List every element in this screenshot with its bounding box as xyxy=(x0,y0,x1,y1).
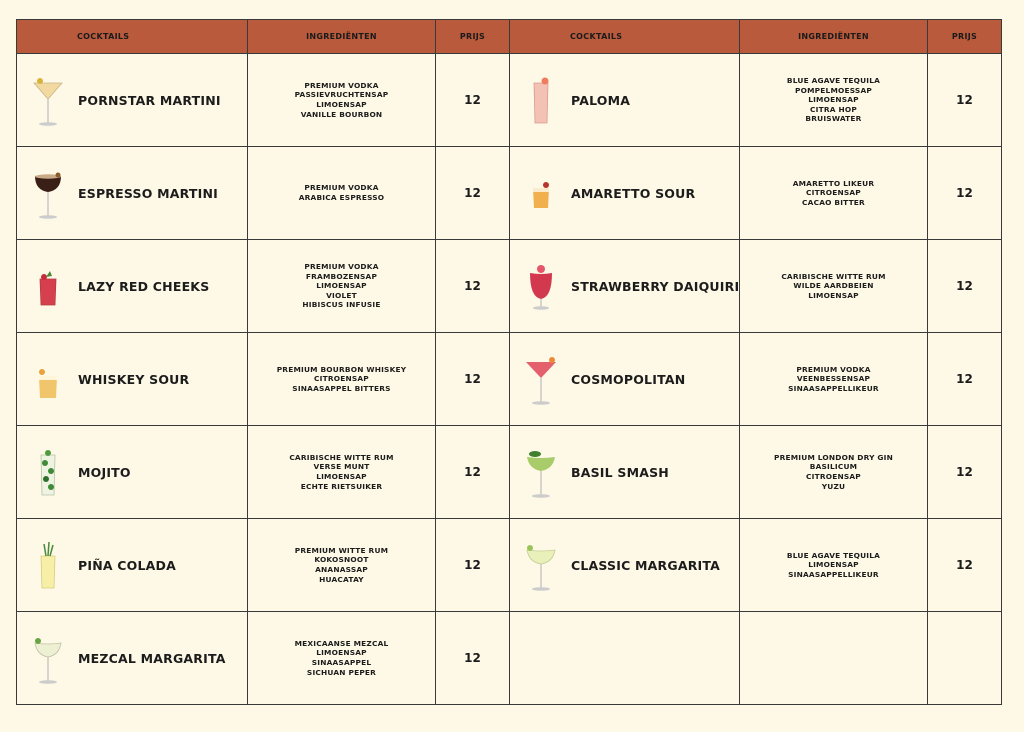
cocktail-name-cell xyxy=(17,240,248,333)
ingredient-line: KOKOSNOOT xyxy=(314,555,369,565)
cocktail-name: STRAWBERRY DAIQUIRI xyxy=(571,278,740,294)
mezcal-margarita-glass-icon xyxy=(25,626,71,690)
basil-smash-glass-icon xyxy=(518,440,564,504)
ingredient-line: BLUE AGAVE TEQUILA xyxy=(786,76,881,86)
ingredient-line: ECHTE RIETSUIKER xyxy=(300,481,383,491)
ingredient-line: PREMIUM VODKA xyxy=(304,80,379,90)
cocktail-name: COSMOPOLITAN xyxy=(571,371,686,387)
price-cell: 12 xyxy=(928,240,1002,333)
ingredient-line: PREMIUM LONDON DRY GIN xyxy=(773,452,894,462)
ingredient-line: YUZU xyxy=(821,481,846,491)
ingredient-line: BRUISWATER xyxy=(805,114,862,124)
cocktail-name: PORNSTAR MARTINI xyxy=(78,92,221,108)
ingredients-cell xyxy=(248,147,436,240)
strawberry-daiquiri-glass-icon xyxy=(518,254,564,318)
ingredient-line: POMPELMOESSAP xyxy=(795,85,872,95)
cocktail-name-cell xyxy=(510,426,740,519)
ingredient-line: PREMIUM VODKA xyxy=(304,262,379,272)
ingredients-cell xyxy=(740,519,928,612)
menu-body xyxy=(17,54,1002,705)
price-cell: 12 xyxy=(436,612,510,705)
ingredient-line: ARABICA ESPRESSO xyxy=(298,193,385,202)
amaretto-sour-glass-icon xyxy=(518,161,564,225)
ingredient-line: AMARETTO LIKEUR xyxy=(792,178,875,188)
ingredient-line: BLUE AGAVE TEQUILA xyxy=(786,550,881,560)
header-price-left: PRIJS xyxy=(436,20,510,54)
cosmopolitan-glass-icon xyxy=(518,347,564,411)
cocktail-name-cell xyxy=(17,333,248,426)
price-cell: 12 xyxy=(436,426,510,519)
ingredient-line: VIOLET xyxy=(326,290,357,300)
cocktail-name-cell xyxy=(510,147,740,240)
price-cell: 12 xyxy=(436,147,510,240)
price-cell: 12 xyxy=(928,333,1002,426)
cocktail-name: LAZY RED CHEEKS xyxy=(78,278,210,294)
cocktail-menu xyxy=(16,19,1001,709)
ingredient-line: PREMIUM WITTE RUM xyxy=(294,545,389,555)
ingredients-cell xyxy=(248,426,436,519)
ingredient-line: LIMOENSAP xyxy=(316,100,367,109)
ingredient-line: LIMOENSAP xyxy=(316,281,367,291)
espresso-martini-glass-icon xyxy=(25,161,71,225)
ingredients-cell xyxy=(248,612,436,705)
cocktail-name-cell xyxy=(17,54,248,147)
cocktail-name: BASIL SMASH xyxy=(571,464,669,480)
cocktail-name: AMARETTO SOUR xyxy=(571,185,696,201)
cocktail-name: ESPRESSO MARTINI xyxy=(78,185,218,201)
ingredient-line: CITRA HOP xyxy=(810,104,857,114)
cocktail-table xyxy=(16,19,1002,705)
ingredient-line: MEXICAANSE MEZCAL xyxy=(294,638,389,648)
ingredient-line: CITROENSAP xyxy=(806,188,861,198)
cocktail-name-cell xyxy=(17,147,248,240)
ingredient-line: HUACATAY xyxy=(319,574,364,584)
ingredient-line: LIMOENSAP xyxy=(808,290,859,300)
ingredient-line: ANANASSAP xyxy=(315,565,368,574)
ingredient-line: HIBISCUS INFUSIE xyxy=(302,300,381,310)
whiskey-sour-glass-icon xyxy=(25,347,71,411)
header-ingredients-left: INGREDIËNTEN xyxy=(248,20,436,54)
ingredient-line: CARIBISCHE WITTE RUM xyxy=(289,452,394,462)
ingredient-line: VANILLE BOURBON xyxy=(300,109,383,119)
cocktail-name: WHISKEY SOUR xyxy=(78,371,190,387)
price-cell: 12 xyxy=(928,426,1002,519)
ingredient-line: WILDE AARDBEIEN xyxy=(793,281,874,291)
ingredient-line: SINAASAPPEL BITTERS xyxy=(292,383,391,393)
cocktail-name: MEZCAL MARGARITA xyxy=(78,650,226,666)
ingredients-cell xyxy=(248,240,436,333)
ingredient-line: PREMIUM BOURBON WHISKEY xyxy=(276,364,407,374)
ingredient-line: VERSE MUNT xyxy=(313,462,370,472)
ingredient-line: PREMIUM VODKA xyxy=(796,364,871,374)
ingredient-line: CACAO BITTER xyxy=(802,197,865,207)
ingredient-line: SINAASAPPELLIKEUR xyxy=(788,569,879,579)
ingredient-line: SICHUAN PEPER xyxy=(306,667,377,677)
price-cell: 12 xyxy=(928,519,1002,612)
cocktail-name: PALOMA xyxy=(571,92,631,108)
cocktail-name-cell xyxy=(510,240,740,333)
table-row xyxy=(17,612,1002,705)
ingredient-line: CITROENSAP xyxy=(314,374,369,384)
ingredient-line: VEENBESSENSAP xyxy=(796,374,871,384)
ingredient-line: FRAMBOZENSAP xyxy=(305,271,378,281)
table-row xyxy=(17,519,1002,612)
table-row xyxy=(17,54,1002,147)
ingredient-line: CARIBISCHE WITTE RUM xyxy=(781,271,886,281)
table-row xyxy=(17,240,1002,333)
price-cell: 12 xyxy=(436,54,510,147)
header-price-right: PRIJS xyxy=(928,20,1002,54)
pornstar-martini-glass-icon xyxy=(25,68,71,132)
paloma-glass-icon xyxy=(518,68,564,132)
cocktail-name-cell xyxy=(17,426,248,519)
ingredient-line: LIMOENSAP xyxy=(808,560,859,570)
empty-cell xyxy=(740,612,928,705)
lazy-red-cheeks-glass-icon xyxy=(25,254,71,318)
classic-margarita-glass-icon xyxy=(518,533,564,597)
cocktail-name-cell xyxy=(510,54,740,147)
ingredients-cell xyxy=(248,519,436,612)
pina-colada-glass-icon xyxy=(25,533,71,597)
ingredients-cell xyxy=(740,333,928,426)
price-cell: 12 xyxy=(928,54,1002,147)
ingredients-cell xyxy=(248,54,436,147)
price-cell: 12 xyxy=(436,240,510,333)
ingredient-line: SINAASAPPEL xyxy=(311,658,372,667)
ingredients-cell xyxy=(740,240,928,333)
header-cocktails-left: COCKTAILS xyxy=(17,20,248,54)
price-cell: 12 xyxy=(928,147,1002,240)
cocktail-name-cell xyxy=(17,519,248,612)
ingredients-cell xyxy=(740,54,928,147)
table-row xyxy=(17,333,1002,426)
ingredient-line: LIMOENSAP xyxy=(316,648,367,658)
cocktail-name-cell xyxy=(510,333,740,426)
ingredient-line: LIMOENSAP xyxy=(808,95,859,105)
cocktail-name-cell xyxy=(17,612,248,705)
ingredient-line: LIMOENSAP xyxy=(316,472,367,481)
cocktail-name: MOJITO xyxy=(78,464,131,480)
mojito-glass-icon xyxy=(25,440,71,504)
header-ingredients-right: INGREDIËNTEN xyxy=(740,20,928,54)
price-cell: 12 xyxy=(436,333,510,426)
cocktail-name-cell xyxy=(510,519,740,612)
ingredients-cell xyxy=(248,333,436,426)
price-cell: 12 xyxy=(436,519,510,612)
empty-cell xyxy=(510,612,740,705)
ingredient-line: SINAASAPPELLIKEUR xyxy=(788,383,879,393)
cocktail-name: CLASSIC MARGARITA xyxy=(571,557,721,573)
table-row xyxy=(17,426,1002,519)
cocktail-name: PIÑA COLADA xyxy=(78,557,176,573)
ingredient-line: PASSIEVRUCHTENSAP xyxy=(294,90,389,100)
ingredients-cell xyxy=(740,147,928,240)
header-row xyxy=(17,20,1002,54)
header-cocktails-right: COCKTAILS xyxy=(510,20,740,54)
ingredient-line: BASILICUM xyxy=(809,462,858,472)
ingredient-line: CITROENSAP xyxy=(806,472,861,481)
ingredients-cell xyxy=(740,426,928,519)
table-row xyxy=(17,147,1002,240)
ingredient-line: PREMIUM VODKA xyxy=(304,183,379,193)
empty-cell xyxy=(928,612,1002,705)
